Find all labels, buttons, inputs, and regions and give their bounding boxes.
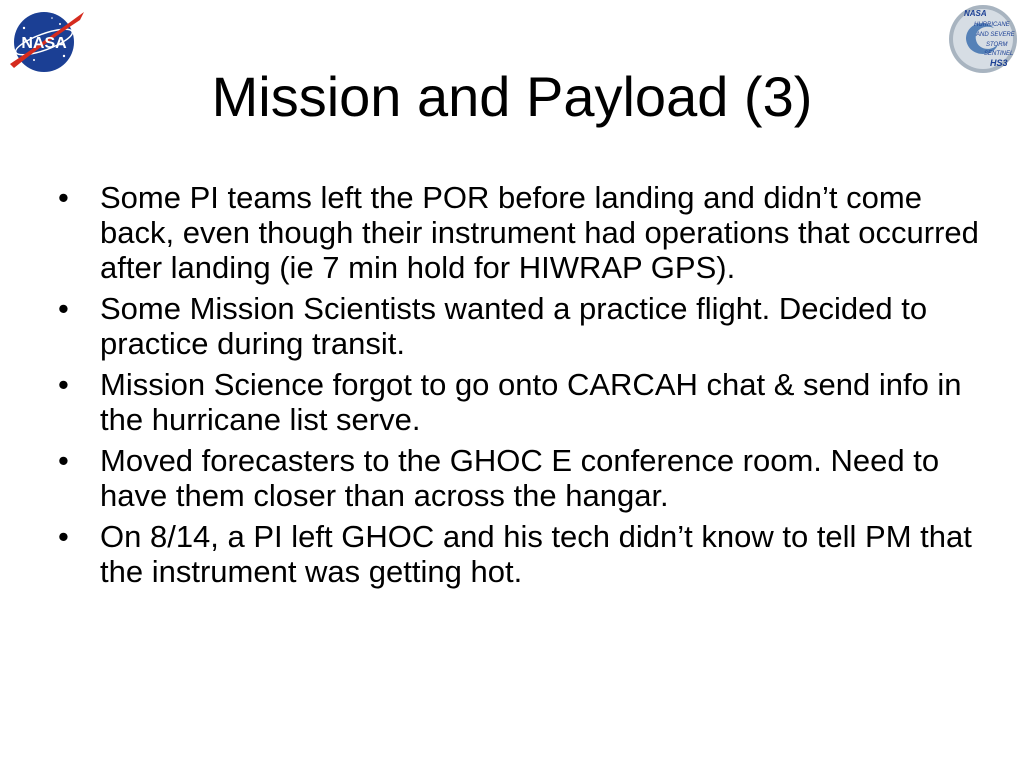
bullet-text: Some Mission Scientists wanted a practice flight. Decided to practice during transit. xyxy=(100,291,928,361)
bullet-marker: • xyxy=(58,443,69,478)
bullet-marker: • xyxy=(58,180,69,215)
bullet-item xyxy=(52,367,982,437)
slide-title: Mission and Payload (3) xyxy=(211,65,813,128)
bullet-text: Mission Science forgot to go onto CARCAH chat & send info in the hurricane list serve. xyxy=(100,367,962,437)
hs3-logo-line-5: SENTINEL xyxy=(984,51,1014,57)
bullet-text: Moved forecasters to the GHOC E conference room. Need to have them closer than across the hangar. xyxy=(100,443,940,513)
bullet-marker: • xyxy=(58,367,69,402)
bullet-marker: • xyxy=(58,519,69,554)
hs3-logo-line-2: HURRICANE xyxy=(974,22,1010,28)
hs3-logo-line-6: HS3 xyxy=(990,58,1008,68)
bullet-item xyxy=(52,519,982,589)
hs3-logo-line-1: NASA xyxy=(964,9,987,18)
bullet-list xyxy=(52,180,982,595)
hs3-logo-line-4: STORM xyxy=(986,42,1008,48)
bullet-text: Some PI teams left the POR before landing and didn’t come back, even though their instrument had operations that occurred after landing (ie 7 min hold for HIWRAP GPS). xyxy=(100,180,979,285)
hs3-logo-line-3: AND SEVERE xyxy=(976,32,1015,38)
bullet-marker: • xyxy=(58,291,69,326)
bullet-text: On 8/14, a PI left GHOC and his tech didn’t know to tell PM that the instrument was getting hot. xyxy=(100,519,972,589)
nasa-logo-text: NASA xyxy=(21,35,67,52)
bullet-item xyxy=(52,291,982,361)
bullet-item xyxy=(52,443,982,513)
bullet-item xyxy=(52,180,982,285)
